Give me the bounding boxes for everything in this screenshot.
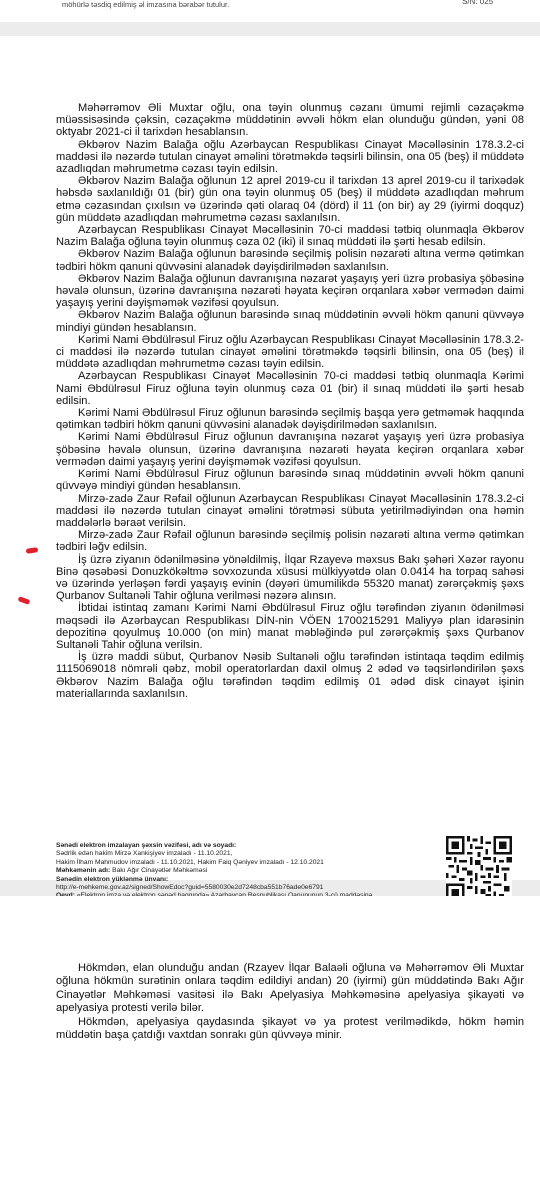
signature-heading: Sənədi elektron imzalayan şəxsin vəzifəsi, adı və soyadı: — [56, 842, 237, 849]
signature-line: Hakim İlham Mahmudov imzaladı - 11.10.2021, Hakim Faiq Qəniyev imzaladı - 12.10.2021 — [56, 858, 324, 866]
document-url[interactable]: http://e-mehkeme.gov.az/signed/ShowEdoc?guid=5580030e2d7248cba551b76ade0e6791 — [56, 884, 324, 892]
paragraph: Əkbərov Nazim Balağa oğlunun davranışına nəzarət yaşayış yeri üzrə probasiya şöbəsinə həvalə olunsun, üzərinə davranışına nəzarəti həyata keçirən orqanlara xəbər vermədən daimi yaşayış yerini dəyişməmək vəzifəsi qoyulsun. — [56, 272, 524, 310]
paragraph: İbtidai istintaq zamanı Kərimi Nami Əbdülrəsul Firuz oğlu tərəfindən ziyanın ödənilməsi məqsədi ilə Azərbaycan Respublikası DİN-nin VÖEN 1700215291 Maliyyə plan idarəsinin depozitinə qoyulmuş 10.000 (on min) manat məbləğində pul zərərçəkmiş şəxs Qurbanov Sultanəli Tahir oğluna verilsin. — [56, 602, 524, 651]
previous-page-serial: S/N: 025 — [462, 0, 494, 6]
paragraph: Əkbərov Nazim Balağa oğlunun 12 aprel 2019-cu il tarixdən 13 aprel 2019-cu il tarixədək həbsdə saxlanıldığı 01 (bir) gün ona təyin olunmuş 05 (beş) il müddətə azadlıqdan məhrum etmə cəzasından çıxılsın və üzərində qəti olaraq 04 (dörd) il 11 (on bir) ay 29 (iyirmi doqquz) gün müddətə azadlıqdan məhrumetmə cəzası saxlanılsın. — [56, 175, 524, 224]
paragraph: Azərbaycan Respublikası Cinayət Məcəlləsinin 70-ci maddəsi tətbiq olunmaqla Əkbərov Nazim Balağa oğluna təyin olunmuş cəza 02 (iki) il sınaq müddəti ilə şərti hesab edilsin. — [56, 224, 524, 249]
paragraph: Kərimi Nami Əbdülrəsul Firuz oğlunun barəsində sınaq müddətinin əvvəli hökm qanuni qüvvəyə mindiyi gündən hesablansın. — [56, 468, 524, 493]
court-name: Bakı Ağır Cinayətlər Məhkəməsi — [112, 867, 208, 875]
address-label: Sənədin elektron yüklənmə ünvanı: — [56, 875, 169, 883]
paragraph: Hökmdən, apelyasiya qaydasında şikayət və ya protest verilmədikdə, hökm həmin müddətin başa çatdığı vaxtdan sonrakı gün qüvvəyə minir. — [56, 1015, 524, 1042]
appeal-notice — [56, 962, 524, 1042]
paragraph: Kərimi Nami Əbdülrəsul Firuz oğlunun barəsində seçilmiş başqa yerə getməmək haqqında qətimkan tədbiri hökm qanuni qüvvəsini alanadək dəyişdirilmədən saxlanılsın. — [56, 407, 524, 432]
paragraph: Məhərrəmov Əli Muxtar oğlu, ona təyin olunmuş cəzanı ümumi rejimli cəzaçəkmə müəssisəsində çəksin, cəzaçəkmə müddətinin əvvəli hökm elan olunduğu gündən, yəni 08 oktyabr 2021-ci il tarixdən hesablansın. — [56, 102, 524, 139]
paragraph: Kərimi Nami Əbdülrəsul Firuz oğlunun davranışına nəzarət yaşayış yeri üzrə probasiya şöbəsinə həvalə olunsun, üzərinə davranışına nəzarəti həyata keçirən orqanlara xəbər vermədən daimi yaşayış yerini dəyişməmək vəzifəsi qoyulsun. — [56, 431, 524, 468]
document-page — [0, 36, 540, 892]
signature-line: Sədrlik edən hakim Mirzə Xankişiyev imzaladı - 11.10.2021, — [56, 850, 233, 858]
previous-page-text: möhürlə təsdiq edilmiş əl imzasına bərabər tutulur. — [62, 0, 230, 9]
previous-page-fragment — [0, 0, 540, 22]
paragraph: Əkbərov Nazim Balağa oğlunun barəsində sınaq müddətinin əvvəli hökm qanuni qüvvəyə mindiyi gündən hesablansın. — [56, 309, 524, 334]
paragraph: Kərimi Nami Əbdülrəsul Firuz oğlu Azərbaycan Respublikası Cinayət Məcəlləsinin 178.3.2-ci maddəsi ilə nəzərdə tutulan cinayət əməlini törətməkdə təqsirli bilinsin, ona 05 (beş) il müddətə azadlıqdan məhrumetmə cəzası təyin edilsin. — [56, 333, 524, 371]
paragraph: İş üzrə maddi sübut, Qurbanov Nəsib Sultanəli oğlu tərəfindən istintaqa təqdim edilmiş 1115069018 nömrəli qəbz, mobil operatorlardan daxil olmuş 2 ədəd və təqsirləndirilən şəxs Əkbərov Nazim Balağa oğlu tərəfindən təqdim edilmiş 01 ədəd disk cinayət işinin materiallarında saxlanılsın. — [56, 651, 524, 700]
qr-code-icon — [446, 836, 512, 902]
verdict-body — [56, 102, 524, 700]
paragraph: Əkbərov Nazim Balağa oğlu Azərbaycan Respublikası Cinayət Məcəlləsinin 178.3.2-ci maddəsi ilə nəzərdə tutulan cinayət əməlini törətməkdə təqsirli bilinsin, ona 05 (beş) il müddətə azadlıqdan məhrumetmə cəzası təyin edilsin. — [56, 138, 524, 176]
court-label: Məhkəmənin adı: — [56, 867, 111, 875]
paragraph: Əkbərov Nazim Balağa oğlunun barəsində seçilmiş polisin nəzarəti altına vermə qətimkan tədbiri hökm qanuni qüvvəsini alanadək dəyişdirilmədən saxlanılsın. — [56, 248, 524, 273]
paragraph: İş üzrə ziyanın ödənilməsinə yönəldilmiş, İlqar Rzayevə məxsus Bakı şəhəri Xəzər rayonu Binə qəsəbəsi Donuzkökəltmə sovxozunda xüsusi mülkiyyətdə olan 0.0414 ha torpaq sahəsi və üzərində yerləşən fərdi yaşayış evinin (dəyəri ümumilikdə 55320 manat) zərərçəkmiş şəxs Qurbanov Sultanəli Tahir oğluna verilməsi nəzərə alınsın. — [56, 553, 524, 603]
paragraph: Mirzə-zadə Zaur Rəfail oğlunun Azərbaycan Respublikası Cinayət Məcəlləsinin 178.3.2-ci maddəsi ilə nəzərdə tutulan cinayət əməlini törətməsi sübuta yetirilmədiyindən ona həmin maddələrlə bəraət verilsin. — [56, 492, 524, 529]
next-document-page — [0, 896, 540, 1200]
paragraph: Azərbaycan Respublikası Cinayət Məcəlləsinin 70-ci maddəsi tətbiq olunmaqla Kərimi Nami Əbdülrəsul Firuz oğluna təyin olunmuş cəza 01 (bir) il sınaq müddəti ilə şərti hesab edilsin. — [56, 370, 524, 407]
paragraph: Mirzə-zadə Zaur Rəfail oğlunun barəsində seçilmiş polisin nəzarəti altına vermə qətimkan tədbiri ləğv edilsin. — [56, 529, 524, 554]
paragraph: Hökmdən, elan olunduğu andan (Rzayev İlqar Balaəli oğluna və Məhərrəmov Əli Muxtar oğluna hökmün surətinin onlara təqdim edildiyi andan) 20 (iyirmi) gün müddətində Bakı Ağır Cinayətlər Məhkəməsi vasitəsi ilə Bakı Apelyasiya Məhkəməsinə apelyasiya şikayəti və apelyasiya protesti verilə bilər. — [56, 962, 524, 1015]
court-row — [56, 867, 456, 875]
